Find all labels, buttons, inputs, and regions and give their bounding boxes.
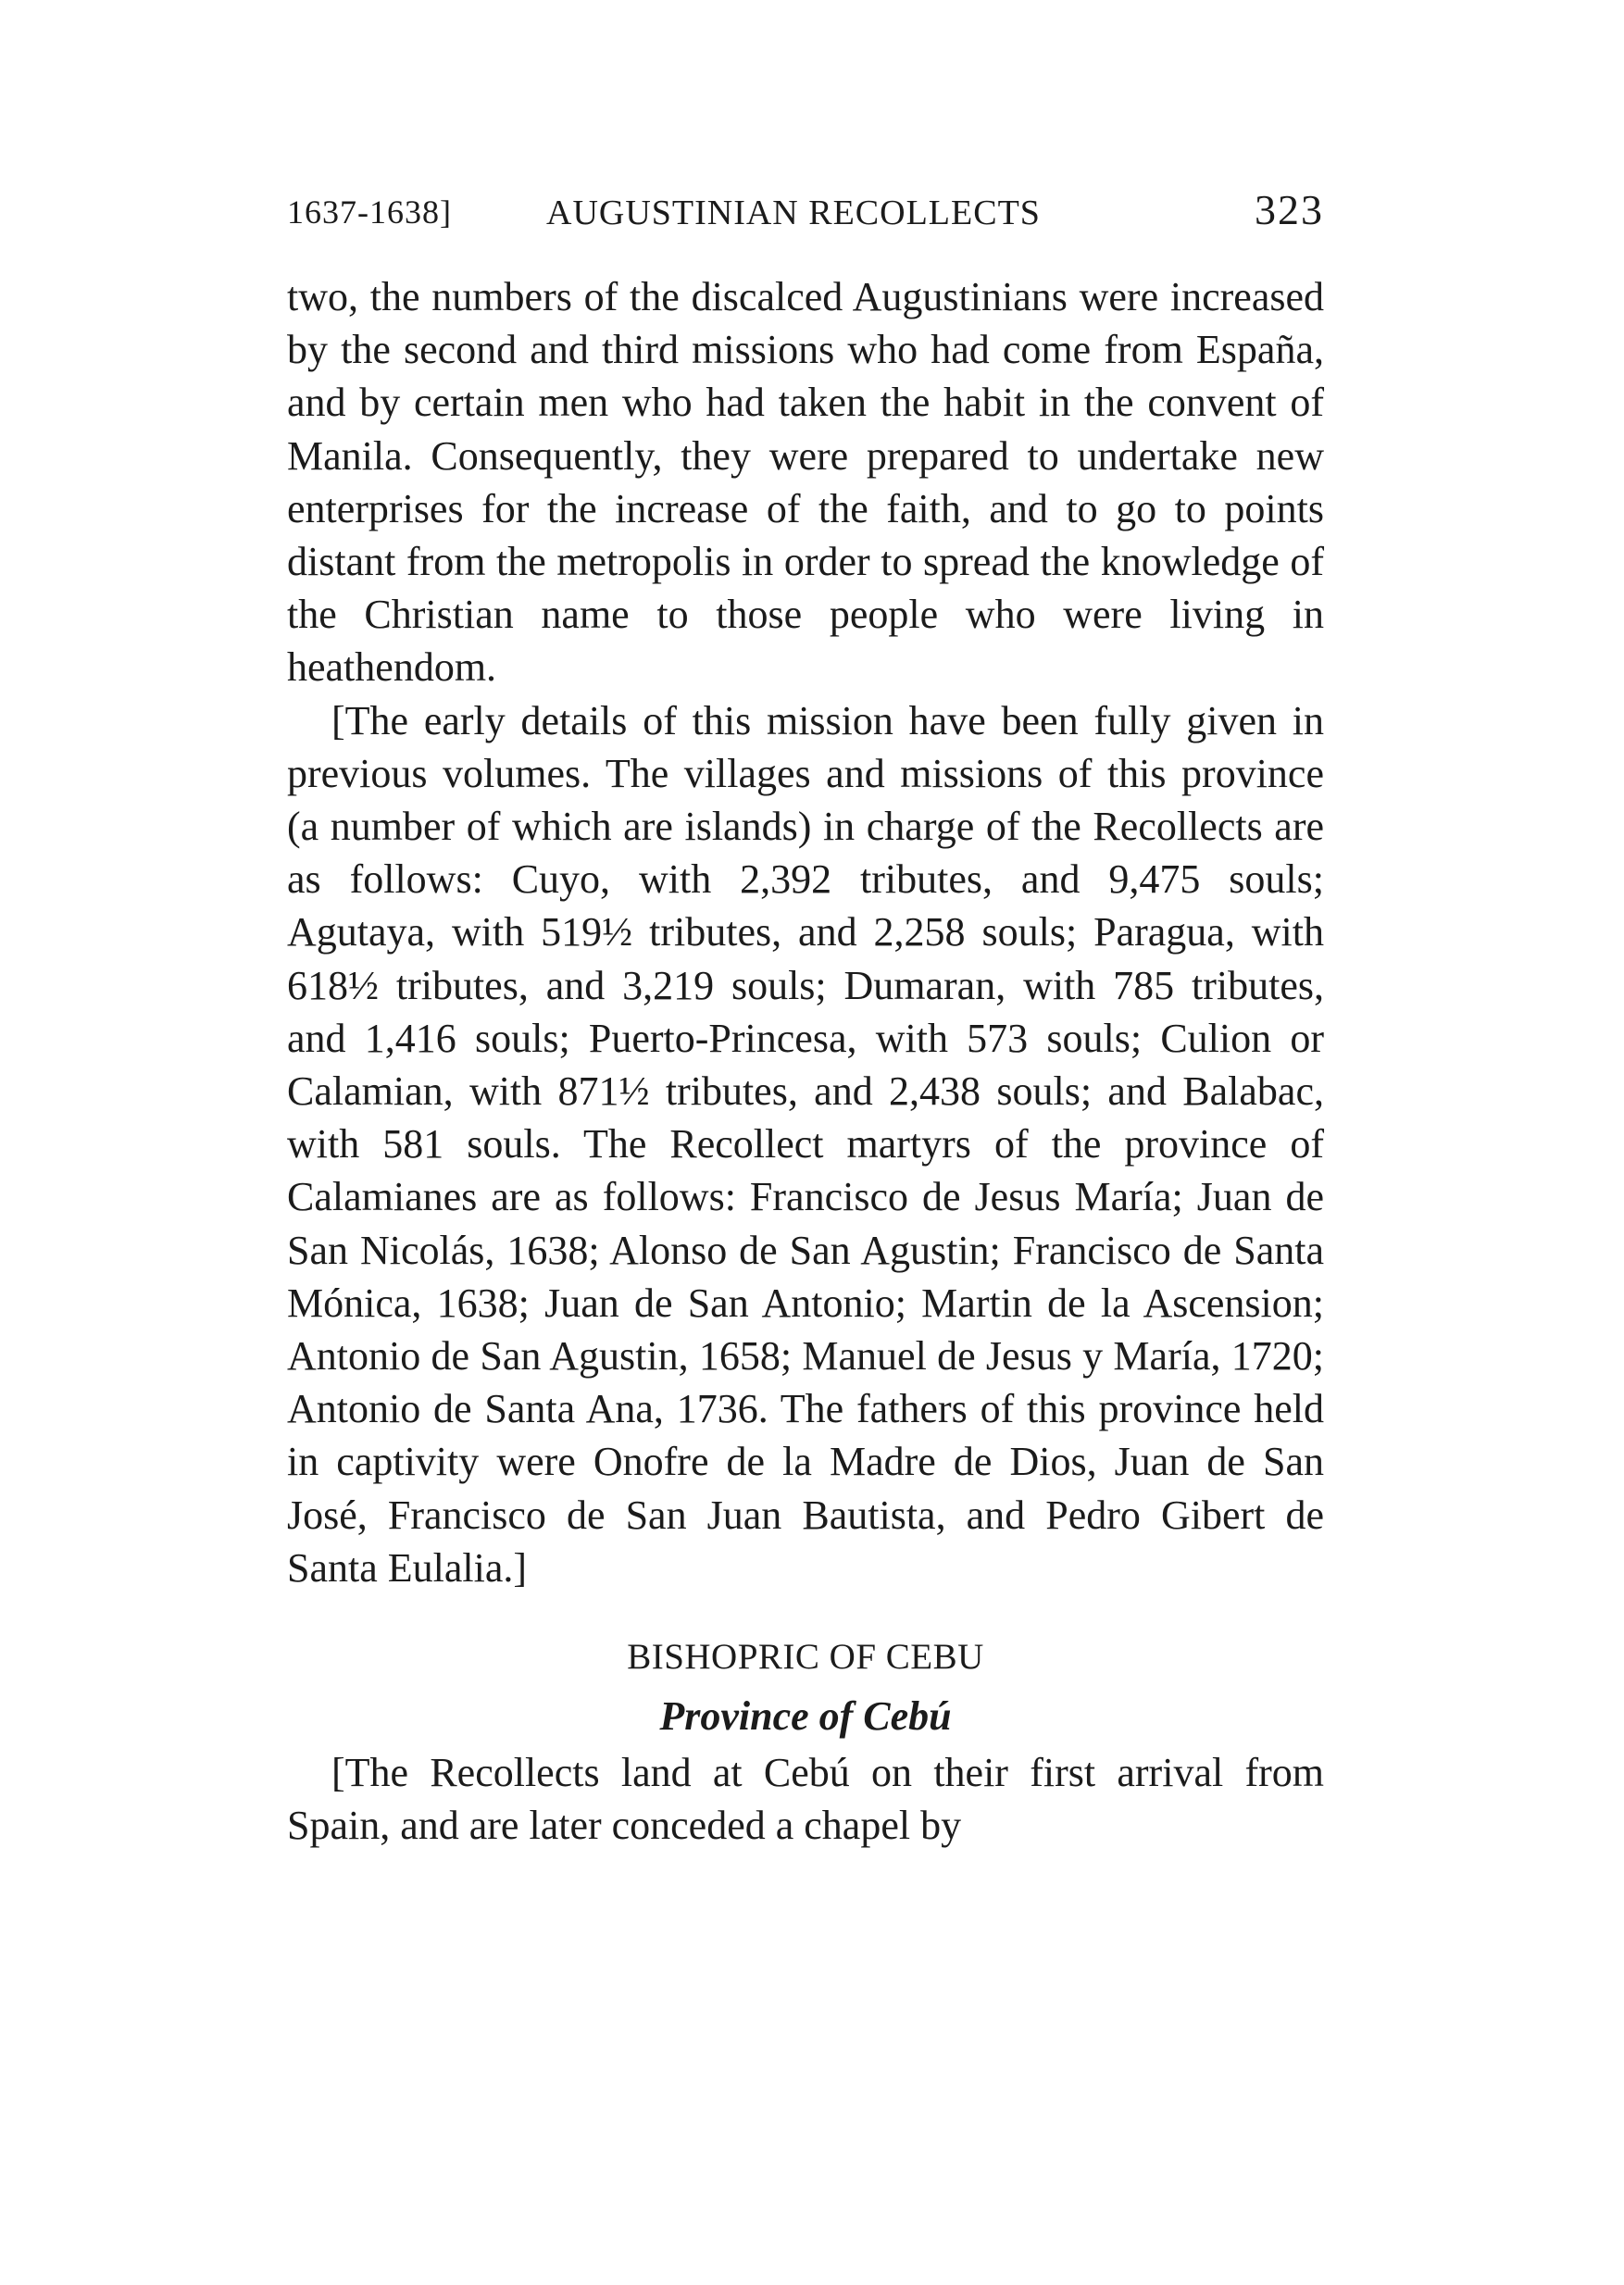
paragraph-continuation: two, the numbers of the discalced Augustinians were increased by the second and third missions who had come from España, and by certain men who had taken the habit in the convent of Manila. Consequently, they were prepared to undertake new enterprises for the increase of the faith, and to go to points distant from the metropolis in order to spread the knowledge of the Christian name to those people who were living in heathendom. [287, 274, 1324, 691]
subsection-heading: Province of Cebú [659, 1693, 952, 1740]
book-page [287, 185, 1324, 1852]
paragraph-cebu: [The Recollects land at Cebú on their first arrival from Spain, and are later conceded a chapel by [287, 1750, 1324, 1849]
section-heading: BISHOPRIC OF CEBU [627, 1637, 984, 1678]
running-head [287, 185, 1324, 250]
paragraph-recollect-missions: [The early details of this mission have been fully given in previous volumes. The villages and missions of this province (a number of which are islands) in charge of the Recollects are as follows: Cuyo, with 2,392 tributes, and 9,475 souls; Agutaya, with 519½ tributes, and 2,258 souls; Paragua, with 618½ tributes, and 3,219 souls; Dumaran, with 785 tributes, and 1,416 souls; Puerto-Princesa, with 573 souls; Culion or Calamian, with 871½ tributes, and 2,438 souls; and Balabac, with 581 souls. The Recollect martyrs of the province of Calamianes are as follows: Francisco de Jesus María; Juan de San Nicolás, 1638; Alonso de San Agustin; Francisco de Santa Mónica, 1638; Juan de San Antonio; Martin de la Ascension; Antonio de San Agustin, 1658; Manuel de Jesus y María, 1720; Antonio de Santa Ana, 1736. The fathers of this province held in captivity were Onofre de la Madre de Dios, Juan de San José, Francisco de San Juan Bautista, and Pedro Gibert de Santa Eulalia.] [287, 697, 1324, 1591]
date-range: 1637-1638] [287, 194, 452, 231]
running-title: AUGUSTINIAN RECOLLECTS [546, 194, 1041, 232]
page-number: 323 [1255, 186, 1324, 233]
